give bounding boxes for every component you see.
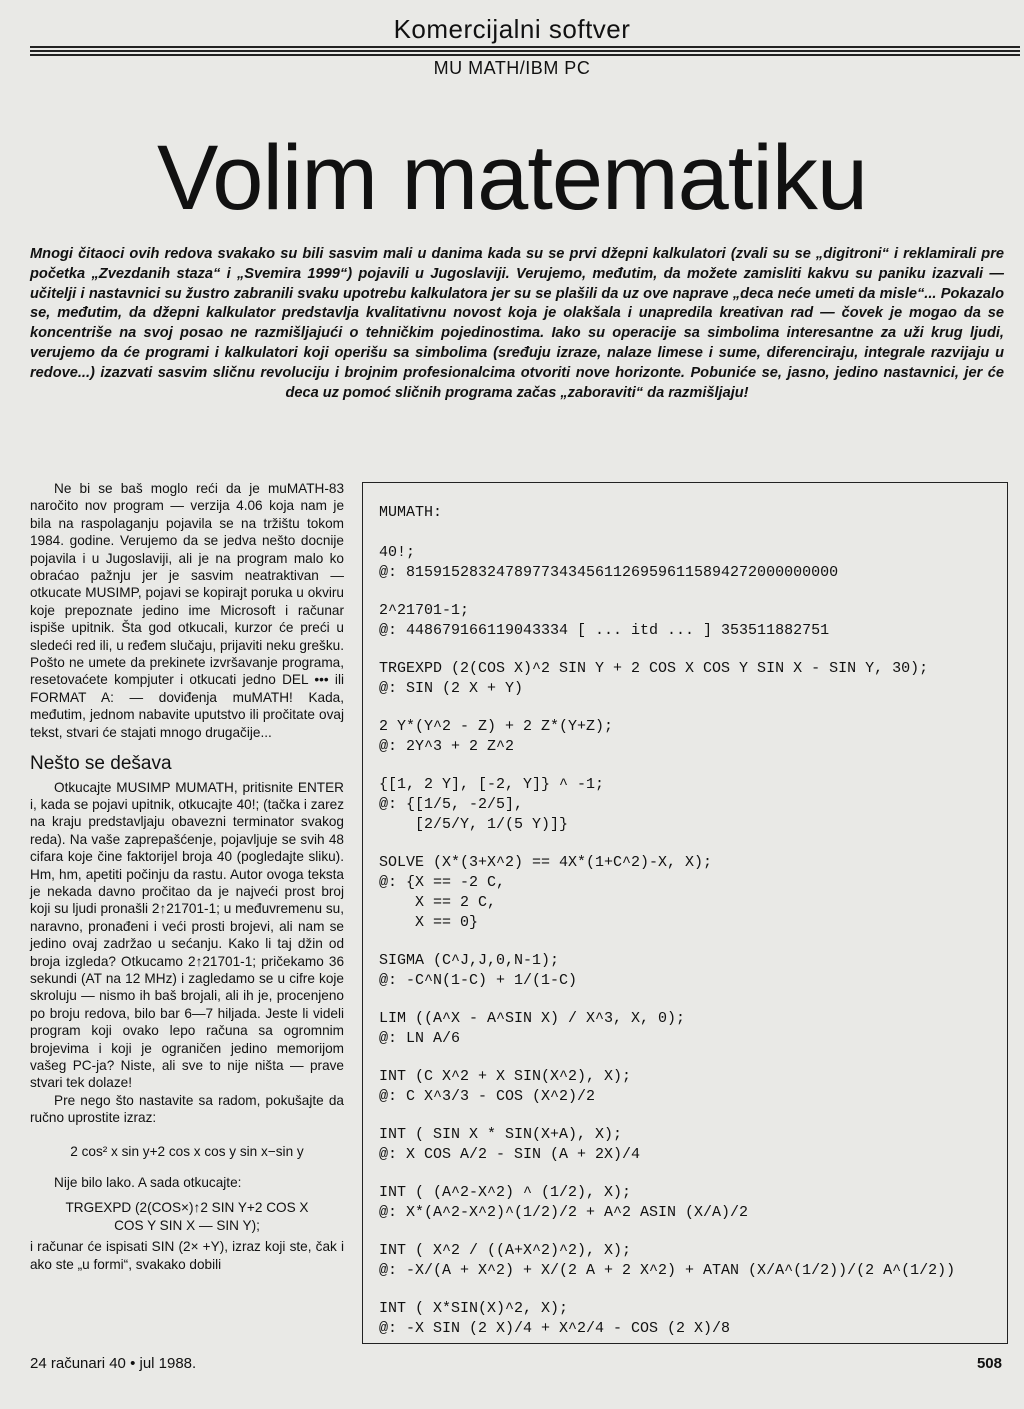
output-line: @: 448679166119043334 [ ... itd ... ] 353511882751 bbox=[379, 622, 830, 639]
header-rule bbox=[30, 54, 1020, 56]
input-line: LIM ((A^X - A^SIN X) / X^3, X, 0); bbox=[379, 1010, 686, 1027]
footer-issue: 24 računari 40 • jul 1988. bbox=[30, 1355, 197, 1372]
session-entry bbox=[379, 951, 991, 991]
output-line: @: -X/(A + X^2) + X/(2 A + 2 X^2) + ATAN (X/A^(1/2))/(2 A^(1/2)) bbox=[379, 1262, 956, 1279]
body-paragraph: i računar će ispisati SIN (2× +Y), izraz koji ste, čak i ako ste „u formi“, svakako dobili bbox=[30, 1239, 344, 1272]
output-line: [2/5/Y, 1/(5 Y)]} bbox=[379, 816, 569, 833]
session-entry bbox=[379, 717, 991, 757]
session-entry bbox=[379, 1125, 991, 1165]
output-line: @: 2Y^3 + 2 Z^2 bbox=[379, 738, 515, 755]
session-entry bbox=[379, 853, 991, 933]
input-line: INT ( X^2 / ((A+X^2)^2), X); bbox=[379, 1242, 632, 1259]
subheading: Nešto se dešava bbox=[30, 753, 172, 775]
session-entry bbox=[379, 1067, 991, 1107]
header-rule bbox=[30, 50, 1020, 52]
article-title: Volim matematiku bbox=[156, 127, 868, 229]
output-line: @: X COS A/2 - SIN (A + 2X)/4 bbox=[379, 1146, 641, 1163]
session-entry bbox=[379, 775, 991, 835]
lead-paragraph: Mnogi čitaoci ovih redova svakako su bili sasvim mali u danima kada su se prvi džepni kalkulatori (zvali su se „digitroni“ i reklamirali pre početka „Zvezdanih staza“ i „Svemira 1999“) pojavili u Jugoslaviji. Verujemo, međutim, da možete zamisliti kakvu su paniku izazvali — učitelji i nastavnici su žustro zabranili svaku upotrebu kalkulatora jer su se plašili da uz ove naprave „deca neće umeti da misle“... Pokazalo se, međutim, da džepni kalkulator predstavlja kvalitativnu novost koja je olakšala i unapredila kreativan rad — čovek je mogao da se koncentriše na svoj posao ne razmišljajući o tehničkim pojedinostima. Iako su operacije sa simbolima interesantne za uži krug ljudi, verujemo da će programi i kalkulatori koji operišu sa simbolima (sređuju izraze, nalaze limese i sume, diferenciraju, integrale razvijaju u redove...) izazvati sasvim sličnu revoluciju i brojnim profesionalcima otvoriti nove horizonte. Pobuniće se, jasno, jedino nastavnici, jer će deca uz pomoć sličnih programa začas „zaboraviti“ da razmišljaju! bbox=[30, 246, 1004, 401]
input-line: 2 Y*(Y^2 - Z) + 2 Z*(Y+Z); bbox=[379, 718, 614, 735]
input-line: SOLVE (X*(3+X^2) == 4X*(1+C^2)-X, X); bbox=[379, 854, 713, 871]
mumath-session-box bbox=[362, 482, 1008, 1344]
input-line: {[1, 2 Y], [-2, Y]} ^ -1; bbox=[379, 776, 605, 793]
input-line: INT (C X^2 + X SIN(X^2), X); bbox=[379, 1068, 632, 1085]
session-entry bbox=[379, 1183, 991, 1223]
output-line: @: LN A/6 bbox=[379, 1030, 461, 1047]
inline-command: TRGEXPD (2(COS×)↑2 SIN Y+2 COS X bbox=[65, 1200, 309, 1216]
header-rule bbox=[30, 46, 1020, 48]
session-entry bbox=[379, 1241, 991, 1281]
input-line: INT ( X*SIN(X)^2, X); bbox=[379, 1300, 569, 1317]
input-line: INT ( (A^2-X^2) ^ (1/2), X); bbox=[379, 1184, 632, 1201]
session-entry bbox=[379, 601, 991, 641]
session-entry bbox=[379, 1299, 991, 1339]
output-line: @: X*(A^2-X^2)^(1/2)/2 + A^2 ASIN (X/A)/2 bbox=[379, 1204, 749, 1221]
output-line: @: {X == -2 C, bbox=[379, 874, 506, 891]
session-header: MUMATH: bbox=[379, 504, 443, 521]
input-line: 40!; bbox=[379, 544, 416, 561]
session-blocks bbox=[379, 543, 991, 1339]
output-line: @: -C^N(1-C) + 1/(1-C) bbox=[379, 972, 578, 989]
output-line: @: -X SIN (2 X)/4 + X^2/4 - COS (2 X)/8 bbox=[379, 1320, 731, 1337]
page-number: 508 bbox=[976, 1355, 1002, 1372]
session-entry bbox=[379, 659, 991, 699]
body-paragraph: Otkucajte MUSIMP MUMATH, pritisnite ENTER i, kada se pojavi upitnik, otkucajte 40!; (tačka i zarez na kraju predstavljaju obavezni terminator svakog reda). Na vaše zaprepašćenje, pojavljuje se svih 48 cifara koje čine faktorijel broja 40 (pogledajte sliku). Hm, hm, apetiti počinju da rastu. Autor ovoga teksta je nekada davno pročitao da je najveći prost broj koji su ljudi pronašli 2↑21701-1; u međuvremenu su, naravno, pronađeni i veći prosti brojevi, ali nam se jedino ovaj zadržao u sećanju. Kako li taj džin od broja izgleda? Otkucamo 2↑21701-1; pričekamo 36 sekundi (AT na 12 MHz) i zagledamo se u cifre koje skroluju — nismo ih baš brojali, ali ih je, procenjeno po broju redova, bilo bar 6—7 hiljada. Jeste li videli program koji ovako lepo računa sa ogromnim brojevima i koji je ograničen jedino memorijom vašeg PC-ja? Niste, ali sve to nije ništa — prave stvari tek dolaze! bbox=[30, 779, 344, 1091]
input-line: SIGMA (C^J,J,0,N-1); bbox=[379, 952, 560, 969]
inline-command: COS Y SIN X — SIN Y); bbox=[114, 1217, 260, 1233]
output-line: @: C X^3/3 - COS (X^2)/2 bbox=[379, 1088, 596, 1105]
output-line: X == 0} bbox=[379, 914, 479, 931]
input-line: 2^21701-1; bbox=[379, 602, 470, 619]
output-line: @: {[1/5, -2/5], bbox=[379, 796, 524, 813]
section-title: Komercijalni softver bbox=[393, 14, 631, 44]
output-line: @: 815915283247897734345611269596115894272000000000 bbox=[379, 564, 839, 581]
subsection-title: MU MATH/IBM PC bbox=[433, 58, 591, 78]
article-body-column bbox=[30, 480, 344, 1273]
session-entry bbox=[379, 1009, 991, 1049]
input-line: TRGEXPD (2(COS X)^2 SIN Y + 2 COS X COS Y SIN X - SIN Y, 30); bbox=[379, 660, 929, 677]
output-line: @: SIN (2 X + Y) bbox=[379, 680, 524, 697]
body-paragraph: Pre nego što nastavite sa radom, pokušajte da ručno uprostite izraz: bbox=[30, 1092, 344, 1126]
formula: 2 cos² x sin y+2 cos x cos y sin x−sin y bbox=[70, 1143, 304, 1159]
body-paragraph: Nije bilo lako. A sada otkucajte: bbox=[54, 1175, 242, 1191]
session-entry bbox=[379, 543, 991, 583]
output-line: X == 2 C, bbox=[379, 894, 497, 911]
input-line: INT ( SIN X * SIN(X+A), X); bbox=[379, 1126, 623, 1143]
body-paragraph: Ne bi se baš moglo reći da je muMATH-83 naročito nov program — verzija 4.06 koja nam je bila na raspolaganju pojavila se na tržištu tokom 1984. godine. Verujemo da se jedva nešto docnije pojavila i u Jugoslaviji, ali je na program malo ko obraćao pažnju jer je sasvim neatraktivan — otkucate MUSIMP, pojavi se kopirajt poruka u okviru koje prepoznate jedino ime Microsoft i računar ispiše upitnik. Šta god otkucali, kurzor će preći u sledeći red ili, u ređem slučaju, prijaviti neku grešku. Pošto ne umete da prekinete izvršavanje programa, resetovaćete kompjuter i otkucati jedno DEL ••• ili FORMAT A: — doviđenja muMATH! Kada, međutim, jednom nabavite uputstvo ili pročitate ovaj tekst, stvari će stajati mnogo drugačije... bbox=[30, 481, 344, 740]
